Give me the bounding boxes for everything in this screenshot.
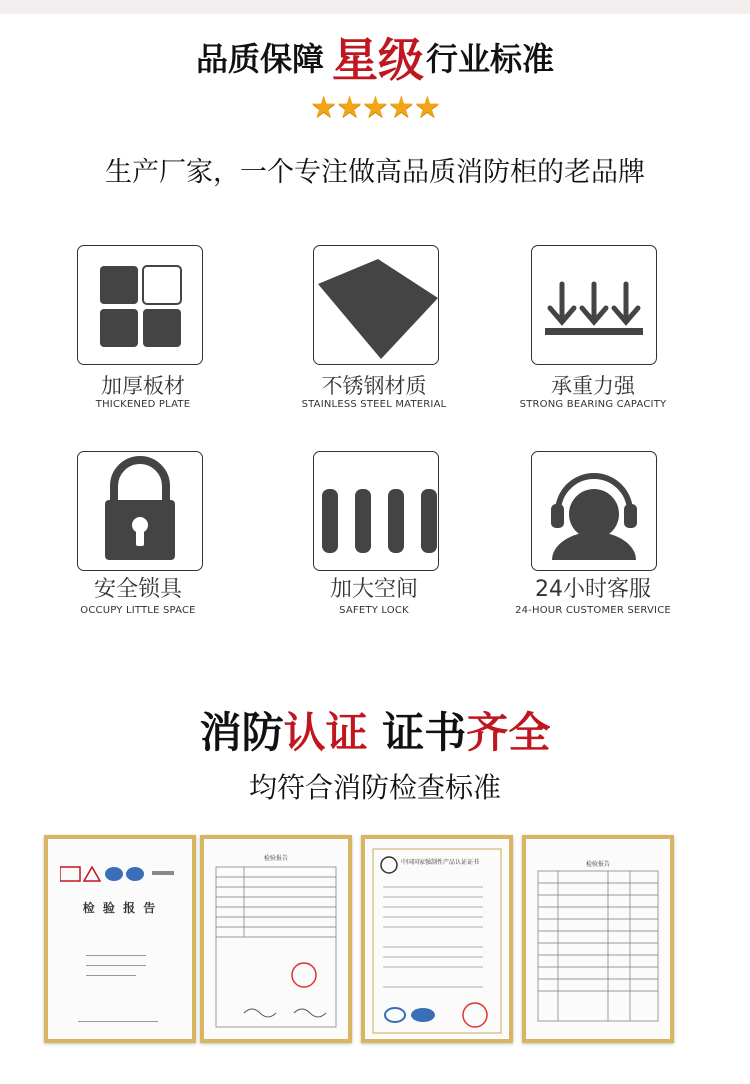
feature-label-zh: 加大空间 xyxy=(329,577,418,602)
quality-title xyxy=(0,24,750,90)
customer-service-icon xyxy=(531,451,657,571)
feature-label-en: THICKENED PLATE xyxy=(95,399,191,410)
feature-label-en: SAFETY LOCK xyxy=(339,605,409,616)
stainless-steel-icon xyxy=(313,245,439,365)
lock-icon xyxy=(77,451,203,571)
cert-logos xyxy=(60,865,180,885)
cert-title: 检验报告 xyxy=(585,861,610,868)
feature-label-zh: 不锈钢材质 xyxy=(321,374,427,398)
top-strip xyxy=(0,0,750,14)
brand-subtitle: 生产厂家，一个专注做高品质消防柜的老品牌 xyxy=(105,157,645,188)
certification-subtitle: 均符合消防检查标准 xyxy=(248,771,501,804)
title-part2: 行业标准 xyxy=(426,40,555,78)
feature-label-zh: 24小时客服 xyxy=(535,577,651,602)
feature-label-zh: 承重力强 xyxy=(551,374,635,398)
certificate-image xyxy=(44,835,196,1043)
star-rating: ★★★★★ xyxy=(310,90,440,125)
thickened-plate-icon xyxy=(77,245,203,365)
feature-label-zh: 安全锁具 xyxy=(93,577,182,602)
feature-label-en: 24-HOUR CUSTOMER SERVICE xyxy=(515,605,671,616)
title-highlight: 星级 xyxy=(332,33,424,87)
certificate-image xyxy=(200,835,352,1043)
cert-title: 检 验 报 告 xyxy=(82,901,158,915)
bearing-capacity-icon xyxy=(531,245,657,365)
feature-label-en: STRONG BEARING CAPACITY xyxy=(519,399,667,410)
space-bars-icon xyxy=(313,451,439,571)
feature-label-zh: 加厚板材 xyxy=(101,374,185,398)
title-part1: 品质保障 xyxy=(195,40,324,78)
certification-title: 消防认证 证书齐全 xyxy=(199,708,551,757)
cert-title: 检验报告 xyxy=(263,855,288,862)
feature-label-en: STAINLESS STEEL MATERIAL xyxy=(301,399,447,410)
certificate-image xyxy=(522,835,674,1043)
feature-label-en: OCCUPY LITTLE SPACE xyxy=(80,605,196,616)
certificate-image xyxy=(361,835,513,1043)
svg-text:中国国家强制性产品认证证书: 中国国家强制性产品认证证书 xyxy=(401,859,480,866)
